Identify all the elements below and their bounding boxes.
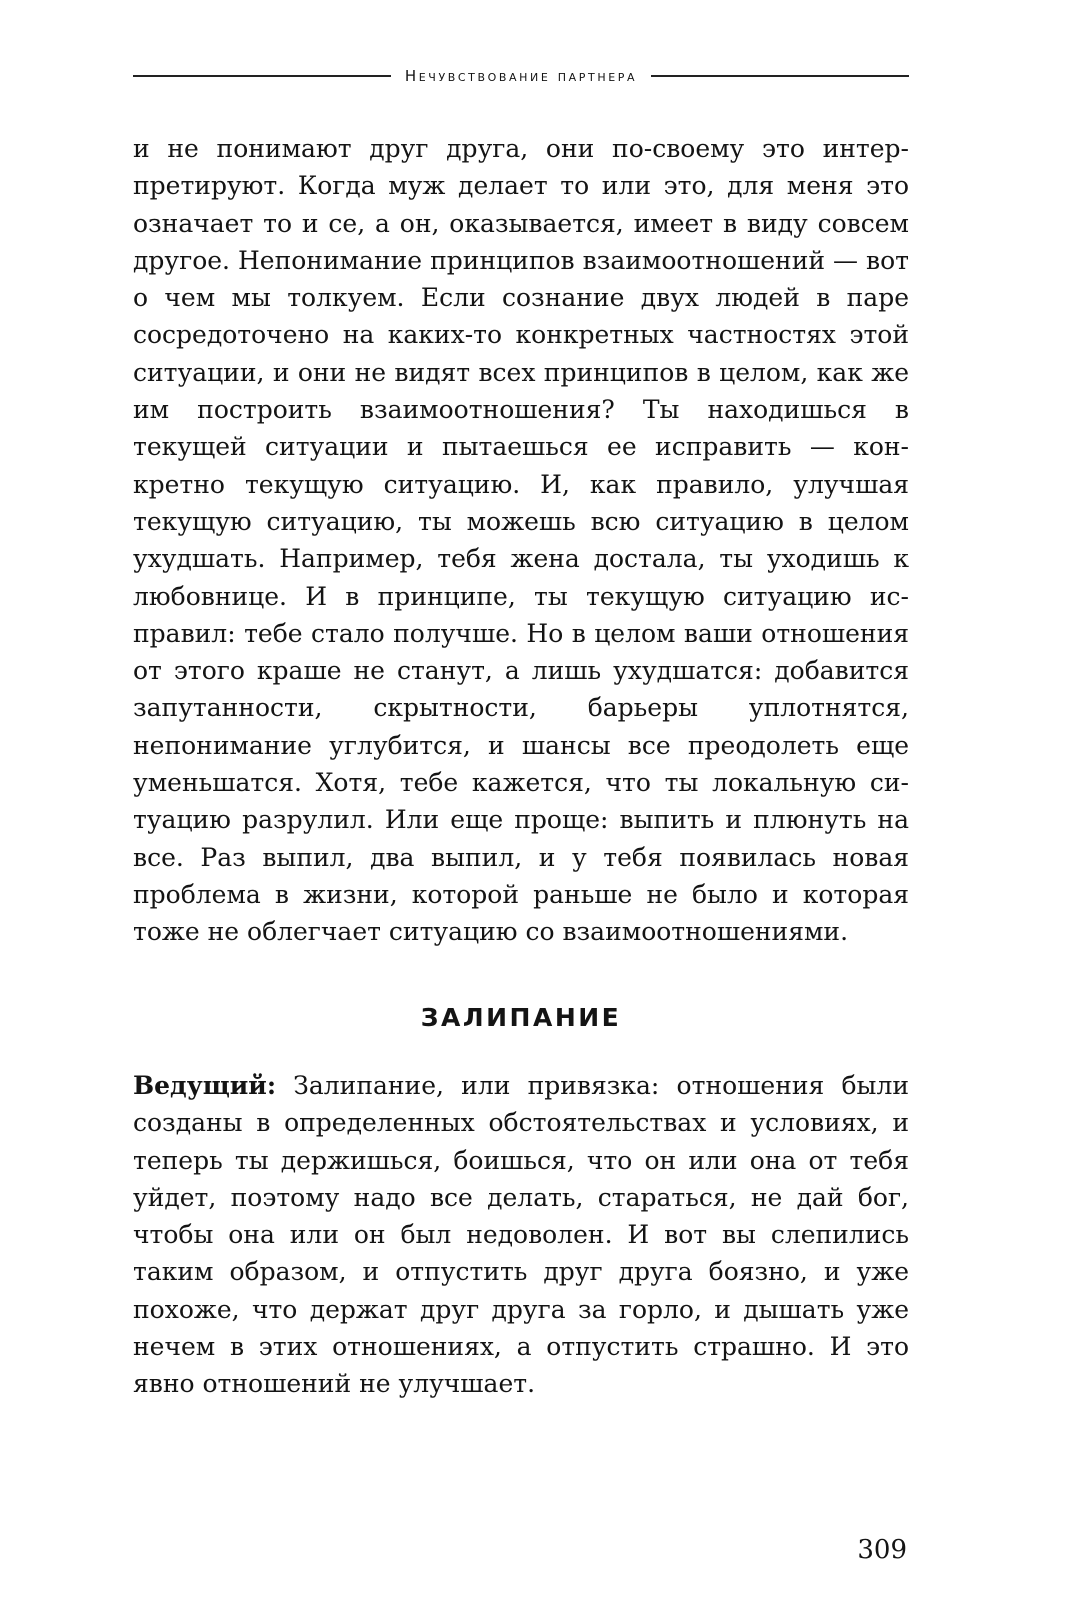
paragraph: и не понимают друг друга, они по-своему это интерпретируют. Когда муж делает то или это, для меня это означает то и се, а он, оказывается, имеет в виду совсем другое. Непонимание принципов взаимоотношений — вот о чем мы толкуем. Если сознание двух людей в паре сосредоточено на каких-то конкретных частностях этой ситуации, и они не видят всех принципов в целом, как же им построить взаимоотношения? Ты находишься в текущей ситуации и пытаешься ее исправить — конкретно текущую ситуацию. И, как правило, улучшая текущую ситуацию, ты можешь всю ситуацию в целом ухудшать. Например, тебя жена достала, ты уходишь к любовнице. И в принципе, ты текущую ситуацию исправил: тебе стало получше. Но в целом ваши отношения от этого краше не станут, а лишь ухудшатся: добавится запутанности, скрытности, барьеры уплотнятся, непонимание углубится, и шансы все преодолеть еще уменьшатся. Хотя, тебе кажется, что ты локальную ситуацию разрулил. Или еще проще: выпить и плюнуть на все. Раз выпил, два выпил, и у тебя появилась новая проблема в жизни, которой раньше не было и которая тоже не облегчает ситуацию со взаимоотношениями. <box>133 134 909 947</box>
page-number: 309 <box>857 1535 907 1565</box>
running-head <box>133 62 909 90</box>
dialogue-paragraph <box>133 1067 909 1403</box>
body-text-block <box>133 130 909 951</box>
running-head-title: Нечувствование партнера <box>404 67 638 85</box>
speaker-label: Ведущий: <box>133 1071 277 1100</box>
speaker-text: Залипание, или привязка: отношения были созданы в определенных обстоятельствах и условиях, и теперь ты держишься, боишься, что он или она от тебя уйдет, поэтому надо все делать, стараться, не дай бог, чтобы она или он был недоволен. И вот вы слепились таким образом, и отпустить друг друга боязно, и уже похоже, что держат друг друга за горло, и дышать уже нечем в этих отношениях, а отпустить страшно. И это явно отношений не улучшает. <box>133 1071 909 1399</box>
running-head-rule-right <box>651 75 909 77</box>
running-head-rule-left <box>133 75 391 77</box>
section-body-block <box>133 1067 909 1403</box>
section-heading: ЗАЛИПАНИЕ <box>420 1003 622 1032</box>
